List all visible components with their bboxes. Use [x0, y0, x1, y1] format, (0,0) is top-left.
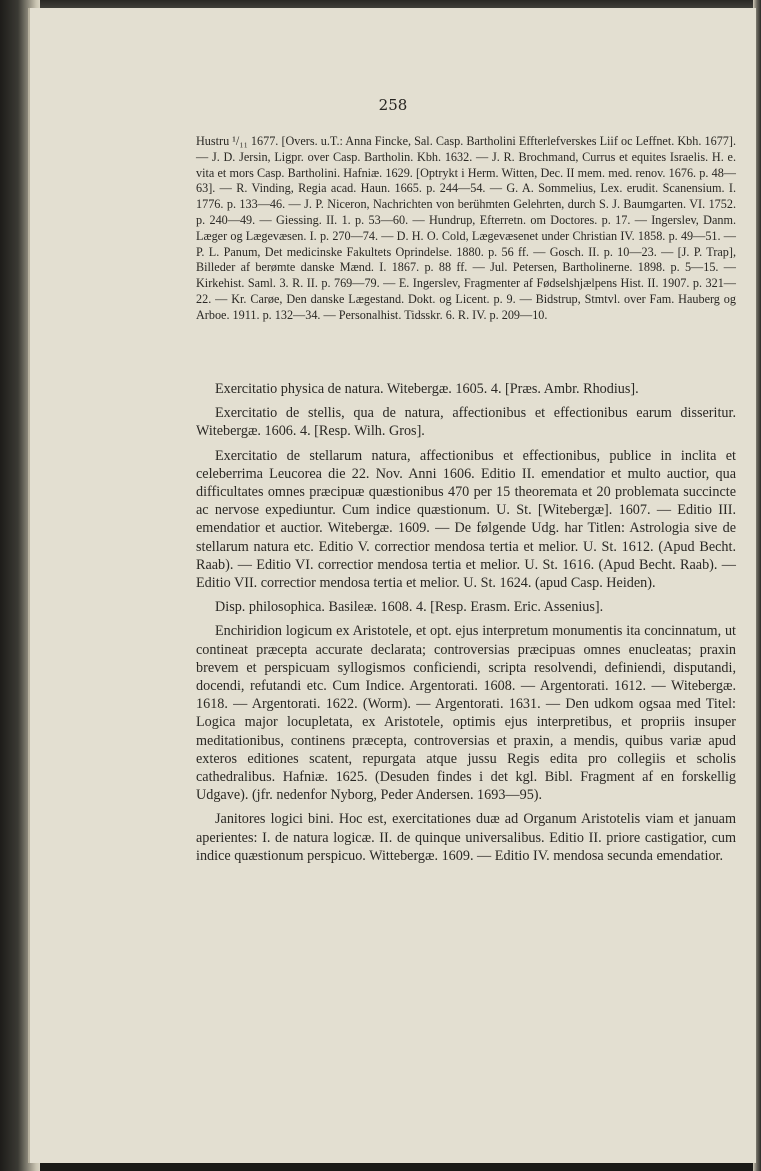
entry-janitores-logici: Janitores logici bini. Hoc est, exercitationes duæ ad Organum Aristotelis viam et januam aperientes: I. de natura logicæ. II. de quinque universalibus. Editio II. priore castigatior, cum indice quæstionum perspicuo. Wittebergæ. 1609. — Editio IV. mendosa secunda emendatior.	[196, 811, 736, 864]
page-number: 258	[378, 96, 408, 114]
bibliography-entries	[196, 380, 736, 871]
entry-exercitatio-de-stellis: Exercitatio de stellis, qua de natura, affectionibus et effectionibus earum disseritur. Witebergæ. 1606. 4. [Resp. Wilh. Gros].	[196, 405, 736, 440]
references-paragraph: Hustru ¹/₁₁ 1677. [Overs. u.T.: Anna Fincke, Sal. Casp. Bartholini Effterlefverskes Liif oc Leffnet. Kbh. 1677]. — J. D. Jersin, Ligpr. over Casp. Bartholin. Kbh. 1632. — J. R. Brochmand, Currus et equites Israelis. H. e. vita et mors Casp. Bartholini. Hafniæ. 1629. [Optrykt i Herm. Witten, Dec. II mem. med. renov. 1676. p. 48—63]. — R. Vinding, Regia acad. Haun. 1665. p. 244—54. — G. A. Sommelius, Lex. erudit. Scanensium. I. 1776. p. 133—46. — J. P. Niceron, Nachrichten von berühmten Gelehrten, durch S. J. Baumgarten. VI. 1752. p. 240—49. — Giessing. II. 1. p. 53—60. — Hundrup, Efterretn. om Doctores. p. 17. — Ingerslev, Danm. Læger og Lægevæsen. I. p. 270—74. — D. H. O. Cold, Lægevæsenet under Christian IV. 1858. p. 49—51. — P. L. Panum, Det medicinske Fakultets Oprindelse. 1880. p. 56 ff. — Gosch. II. p. 10—23. — [J. P. Trap], Billeder af berømte danske Mænd. I. 1867. p. 88 ff. — Jul. Petersen, Bartholinerne. 1898. p. 5—15. — Kirkehist. Saml. 3. R. II. p. 769—79. — E. Ingerslev, Fragmenter af Fødselshjælpens Hist. II. 1907. p. 321—22. — Kr. Carøe, Den danske Lægestand. Dokt. og Licent. p. 9. — Bidstrup, Stmtvl. over Fam. Hauberg og Arboe. 1911. p. 132—34. — Personalhist. Tidsskr. 6. R. IV. p. 209—10.	[196, 134, 736, 322]
entry-exercitatio-physica: Exercitatio physica de natura. Witebergæ. 1605. 4. [Præs. Ambr. Rhodius].	[215, 381, 639, 397]
scanned-page	[28, 8, 756, 1163]
entry-enchiridion-logicum: Enchiridion logicum ex Aristotele, et opt. ejus interpretum monumentis ita concinnatum, ut contineat præcepta accurate declarata; controversias præcipuas omnes enucleatas; praxin brevem et perspicuam syllogismos conficiendi, scripta resolvendi, definiendi, disputandi, docendi, refutandi etc. Cum Indice. Argentorati. 1608. — Argentorati. 1612. — Witebergæ. 1618. — Argentorati. 1622. (Worm). — Argentorati. 1631. — Den udkom ogsaa med Titel: Logica major locupletata, ex Aristotele, optimis ejus interpretibus, et propriis insuper meditationibus, continens præcepta, controversias et praxin, a mendis, quibus variæ apud exteros editiones scatent, repurgata atque jussu Regis edita pro collegiis et scholis cathedralibus. Hafniæ. 1625. (Desuden findes i det kgl. Bibl. Fragment af en forskellig Udgave). (jfr. nedenfor Nyborg, Peder Andersen. 1693—95).	[196, 623, 736, 804]
entry-exercitatio-de-stellarum-natura: Exercitatio de stellarum natura, affectionibus et effectionibus, publice in inclita et celeberrima Leucorea die 22. Nov. Anni 1606. Editio II. emendatior et multo auctior, qua difficultates omnes præcipuæ quæstionibus 470 per 15 theoremata et 20 problemata succincte ac nervose expediuntur. Cum indice quæstionum. U. St. [Witebergæ]. 1607. — Editio III. emendatior et auctior. Witebergæ. 1609. — De følgende Udg. har Titlen: Astrologia sive de stellarum natura etc. Editio V. correctior mendosa tertia et melior. U. St. 1612. (Apud Becht. Raab). — Editio VI. correctior mendosa tertia et melior. U. St. 1616. (Apud Becht. Raab). — Editio VII. correctior mendosa tertia et melior. U. St. 1624. (apud Casp. Heiden).	[196, 447, 736, 592]
entry-disp-philosophica: Disp. philosophica. Basileæ. 1608. 4. [Resp. Erasm. Eric. Assenius].	[215, 599, 604, 616]
